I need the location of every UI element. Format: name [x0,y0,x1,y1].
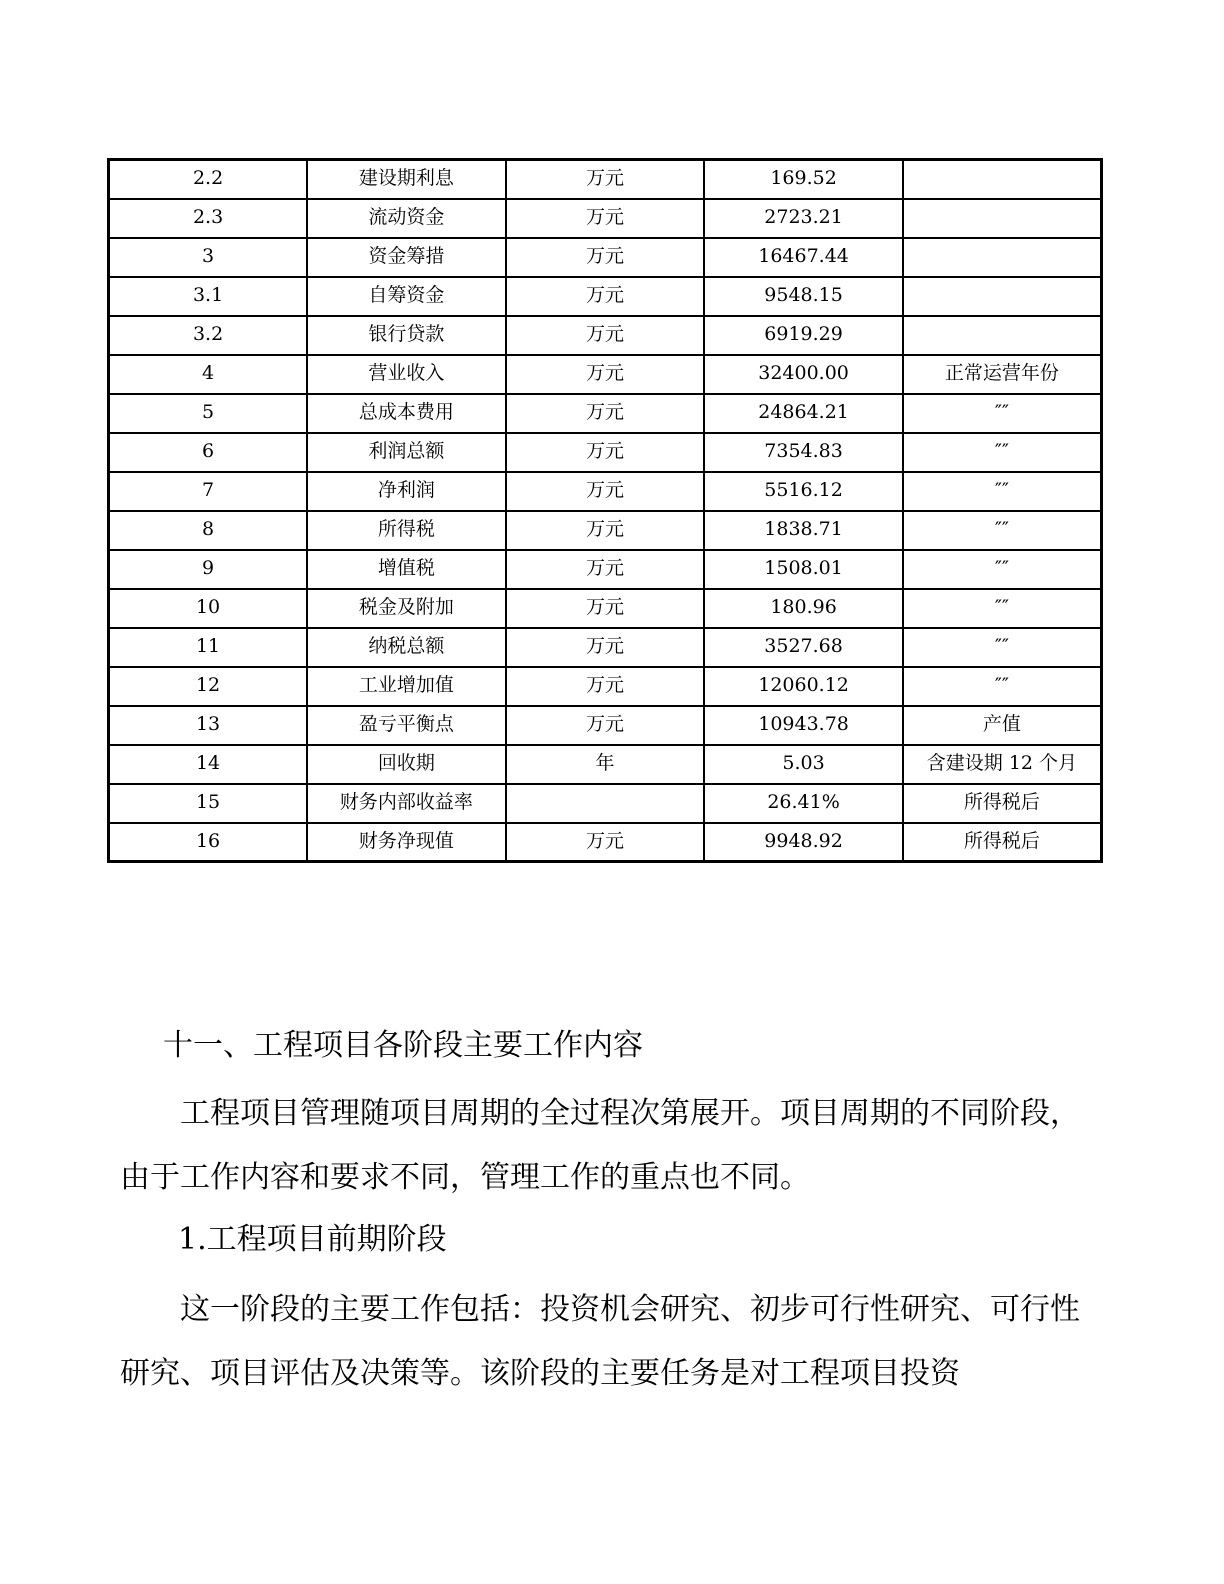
table-row [109,511,1102,550]
paragraph-2: 这一阶段的主要工作包括：投资机会研究、初步可行性研究、可行性研究、项目评估及决策等。该阶段的主要任务是对工程项目投资 [120,1292,1080,1391]
row-number-cell: 3 [109,238,308,277]
row-number-cell: 3.1 [109,277,308,316]
row-number-cell: 15 [109,784,308,823]
indicator-table [107,158,1103,863]
row-number-cell: 14 [109,745,308,784]
unit-cell: 万元 [506,628,705,667]
unit-cell: 万元 [506,550,705,589]
value-cell: 26.41% [704,784,903,823]
unit-cell: 万元 [506,316,705,355]
table-row [109,160,1102,199]
row-number-cell: 11 [109,628,308,667]
item-name-cell: 税金及附加 [307,589,506,628]
unit-cell: 万元 [506,199,705,238]
item-name-cell: 银行贷款 [307,316,506,355]
remark-cell: 所得税后 [903,784,1102,823]
table-row [109,628,1102,667]
item-name-cell: 纳税总额 [307,628,506,667]
unit-cell: 万元 [506,667,705,706]
value-cell: 7354.83 [704,433,903,472]
item-name-cell: 盈亏平衡点 [307,706,506,745]
item-name-cell: 资金筹措 [307,238,506,277]
value-cell: 3527.68 [704,628,903,667]
table-row [109,472,1102,511]
remark-cell: 正常运营年份 [903,355,1102,394]
table-row [109,706,1102,745]
row-number-cell: 10 [109,589,308,628]
row-number-cell: 3.2 [109,316,308,355]
row-number-cell: 9 [109,550,308,589]
remark-cell: ″″ [903,394,1102,433]
value-cell: 2723.21 [704,199,903,238]
value-cell: 6919.29 [704,316,903,355]
indicator-table-body [109,160,1102,862]
item-name-cell: 回收期 [307,745,506,784]
unit-cell: 万元 [506,823,705,862]
value-cell: 1838.71 [704,511,903,550]
row-number-cell: 7 [109,472,308,511]
item-name-cell: 工业增加值 [307,667,506,706]
value-cell: 5516.12 [704,472,903,511]
table-row [109,823,1102,862]
remark-cell: ″″ [903,667,1102,706]
unit-cell: 万元 [506,394,705,433]
table-row [109,667,1102,706]
unit-cell: 万元 [506,238,705,277]
unit-cell: 万元 [506,355,705,394]
remark-cell: ″″ [903,433,1102,472]
value-cell: 24864.21 [704,394,903,433]
row-number-cell: 8 [109,511,308,550]
unit-cell: 万元 [506,511,705,550]
item-name-cell: 所得税 [307,511,506,550]
value-cell: 169.52 [704,160,903,199]
remark-cell: 含建设期 12 个月 [903,745,1102,784]
table-row [109,355,1102,394]
table-row [109,550,1102,589]
section-heading: 十一、工程项目各阶段主要工作内容 [163,1028,643,1063]
item-name-cell: 财务净现值 [307,823,506,862]
remark-cell [903,277,1102,316]
remark-cell: 所得税后 [903,823,1102,862]
row-number-cell: 12 [109,667,308,706]
table-row [109,238,1102,277]
remark-cell [903,316,1102,355]
remark-cell: ″″ [903,511,1102,550]
unit-cell: 万元 [506,589,705,628]
item-name-cell: 净利润 [307,472,506,511]
unit-cell: 万元 [506,277,705,316]
value-cell: 180.96 [704,589,903,628]
row-number-cell: 16 [109,823,308,862]
table-row [109,316,1102,355]
item-name-cell: 增值税 [307,550,506,589]
unit-cell [506,784,705,823]
value-cell: 16467.44 [704,238,903,277]
remark-cell: ″″ [903,628,1102,667]
value-cell: 10943.78 [704,706,903,745]
row-number-cell: 5 [109,394,308,433]
value-cell: 32400.00 [704,355,903,394]
table-row [109,745,1102,784]
item-name-cell: 利润总额 [307,433,506,472]
item-name-cell: 建设期利息 [307,160,506,199]
remark-cell [903,199,1102,238]
remark-cell: 产值 [903,706,1102,745]
row-number-cell: 2.2 [109,160,308,199]
unit-cell: 年 [506,745,705,784]
sub-heading: 1.工程项目前期阶段 [178,1222,447,1257]
value-cell: 12060.12 [704,667,903,706]
value-cell: 9948.92 [704,823,903,862]
row-number-cell: 2.3 [109,199,308,238]
unit-cell: 万元 [506,433,705,472]
value-cell: 1508.01 [704,550,903,589]
item-name-cell: 总成本费用 [307,394,506,433]
table-row [109,784,1102,823]
row-number-cell: 6 [109,433,308,472]
row-number-cell: 13 [109,706,308,745]
remark-cell: ″″ [903,472,1102,511]
table-row [109,394,1102,433]
unit-cell: 万元 [506,472,705,511]
item-name-cell: 财务内部收益率 [307,784,506,823]
value-cell: 9548.15 [704,277,903,316]
row-number-cell: 4 [109,355,308,394]
table-row [109,433,1102,472]
table-row [109,589,1102,628]
item-name-cell: 流动资金 [307,199,506,238]
item-name-cell: 自筹资金 [307,277,506,316]
remark-cell: ″″ [903,550,1102,589]
remark-cell [903,238,1102,277]
remark-cell [903,160,1102,199]
remark-cell: ″″ [903,589,1102,628]
unit-cell: 万元 [506,160,705,199]
table-row [109,199,1102,238]
item-name-cell: 营业收入 [307,355,506,394]
unit-cell: 万元 [506,706,705,745]
paragraph-1: 工程项目管理随项目周期的全过程次第展开。项目周期的不同阶段，由于工作内容和要求不同，管理工作的重点也不同。 [120,1096,1080,1195]
value-cell: 5.03 [704,745,903,784]
table-row [109,277,1102,316]
